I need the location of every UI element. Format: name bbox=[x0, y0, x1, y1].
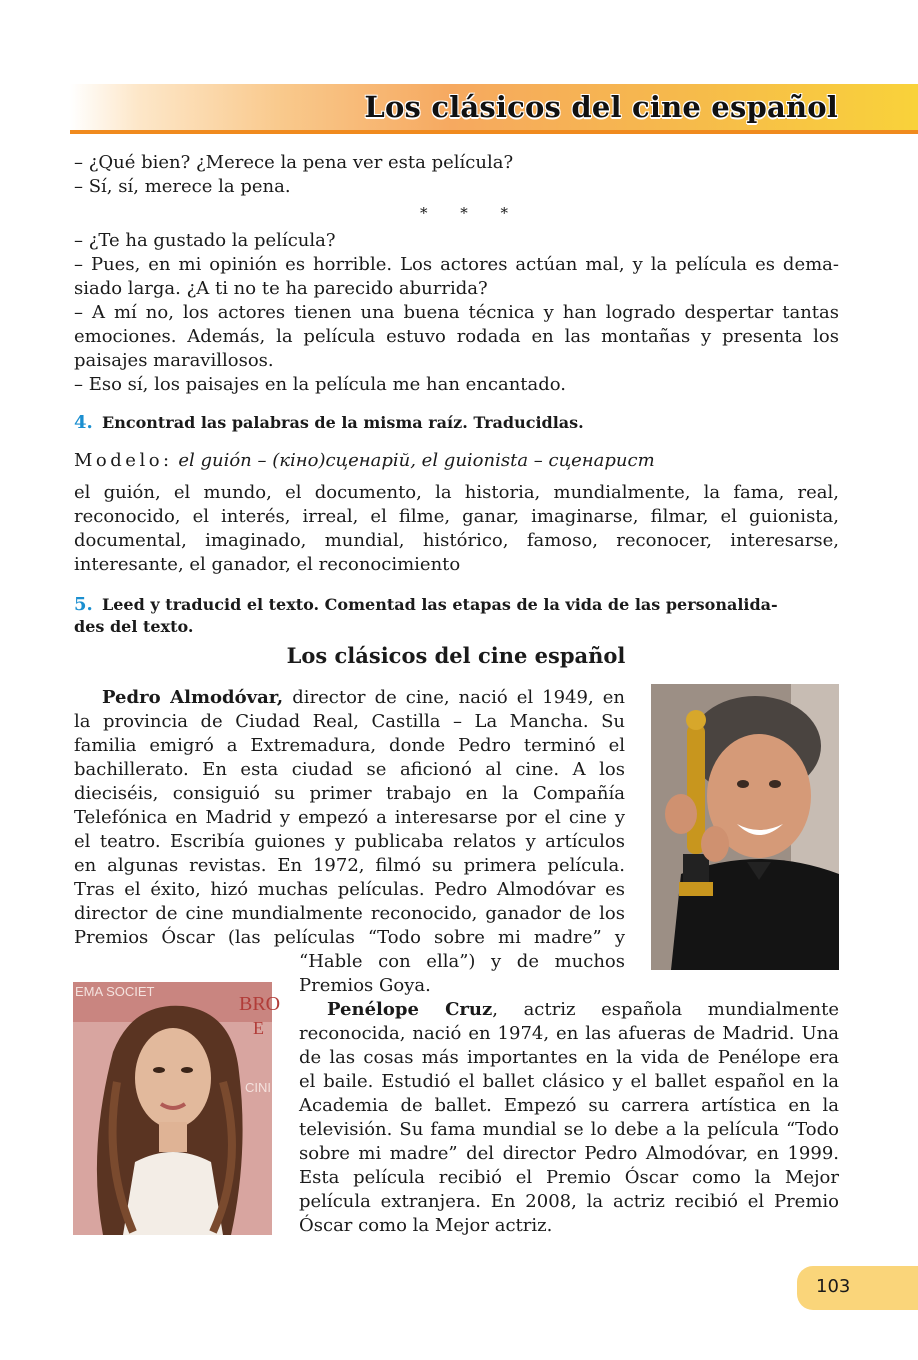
article-text: director de cine, nació el 1949, en bbox=[283, 687, 625, 708]
dialog-line: emociones. Además, la película estuvo rodada en las montañas y presenta los bbox=[74, 326, 839, 347]
dialog-line: – Pues, en mi opinión es horrible. Los actores actúan mal, y la película es dema- bbox=[74, 254, 839, 275]
model-example bbox=[74, 449, 655, 473]
backdrop-text: EMA SOCIET bbox=[75, 984, 155, 999]
cruz-photo bbox=[73, 982, 281, 1235]
model-text: el guión – (кіно)сценарій, el guionista – сценарист bbox=[178, 450, 655, 471]
article-paragraph-line: en algunas revistas. En 1972, filmó su primera película. bbox=[74, 855, 625, 876]
task-5-heading bbox=[74, 594, 844, 615]
word-list-line: reconocido, el interés, irreal, el filme, ganar, imaginarse, filmar, el guionista, bbox=[74, 506, 839, 527]
dialog-line: – ¿Te ha gustado la película? bbox=[74, 230, 336, 251]
person-name-almodovar: Pedro Almodóvar, bbox=[102, 687, 284, 708]
article-paragraph-line: película extranjera. En 2008, la actriz recibió el Premio bbox=[299, 1191, 839, 1212]
dialog-line: – A mí no, los actores tienen una buena técnica y han logrado despertar tantas bbox=[74, 302, 839, 323]
word-list-line: el guión, el mundo, el documento, la historia, mundialmente, la fama, real, bbox=[74, 482, 839, 503]
article-paragraph-line: Óscar como la Mejor actriz. bbox=[299, 1215, 553, 1236]
article-paragraph-line: televisión. Su fama mundial se lo debe a la película “Todo bbox=[299, 1119, 839, 1140]
article-paragraph-line: el baile. Estudió el ballet clásico y el ballet español en la bbox=[299, 1071, 839, 1092]
article-text: , actriz española mundialmente bbox=[492, 999, 839, 1020]
article-paragraph-line: “Hable con ella”) y de muchos bbox=[299, 951, 625, 972]
article-paragraph-line: bachillerato. En esta ciudad se aficionó al cine. A los bbox=[74, 759, 625, 780]
article-paragraph-line: director de cine mundialmente reconocido, ganador de los bbox=[74, 903, 625, 924]
task-number: 5. bbox=[74, 594, 93, 615]
task-4-heading bbox=[74, 412, 844, 433]
task-instruction: Leed y traducid el texto. Comentad las etapas de la vida de las personalida- bbox=[102, 595, 778, 614]
article-paragraph-line: la provincia de Ciudad Real, Castilla – La Mancha. Su bbox=[74, 711, 625, 732]
article-paragraph-line: familia emigró a Extremadura, donde Pedro terminó el bbox=[74, 735, 625, 756]
backdrop-text: E bbox=[253, 1018, 264, 1038]
task-instruction: Encontrad las palabras de la misma raíz. Traducidlas. bbox=[102, 413, 584, 432]
almodovar-photo bbox=[651, 684, 839, 970]
section-separator: * * * bbox=[420, 204, 523, 222]
dialog-line: – Sí, sí, merece la pena. bbox=[74, 176, 291, 197]
article-paragraph-line: Telefónica en Madrid y empezó a interesarse por el cine y bbox=[74, 807, 625, 828]
backdrop-text: BRO bbox=[239, 993, 281, 1015]
task-instruction: des del texto. bbox=[74, 617, 194, 636]
article-paragraph-line: sobre mi madre” del director Pedro Almodóvar, en 1999. bbox=[299, 1143, 839, 1164]
page-number: 103 bbox=[816, 1276, 851, 1297]
article-paragraph-line: Esta película recibió el Premio Óscar como la Mejor bbox=[299, 1167, 839, 1188]
dialog-line: – Eso sí, los paisajes en la película me han encantado. bbox=[74, 374, 567, 395]
article-paragraph-line: Tras el éxito, hizó muchas películas. Pedro Almodóvar es bbox=[74, 879, 625, 900]
backdrop-text: CINI bbox=[245, 1080, 271, 1095]
page-header-title: Los clásicos del cine español bbox=[364, 90, 838, 124]
dialog-line: paisajes maravillosos. bbox=[74, 350, 274, 371]
task-5-heading-cont bbox=[74, 616, 844, 637]
article-paragraph-line: de las cosas más importantes en la vida de Penélope era bbox=[299, 1047, 839, 1068]
article-paragraph-line: Premios Goya. bbox=[299, 975, 431, 996]
article-paragraph-line: reconocida, nació en 1974, en las afueras de Madrid. Una bbox=[299, 1023, 839, 1044]
article-paragraph-line bbox=[74, 686, 625, 710]
article-paragraph-line bbox=[299, 998, 839, 1022]
cruz-photo-art bbox=[73, 982, 281, 1235]
person-name-cruz: Penélope Cruz bbox=[327, 999, 493, 1020]
dialog-line: – ¿Qué bien? ¿Merece la pena ver esta película? bbox=[74, 152, 514, 173]
article-paragraph-line: dieciséis, consiguió su primer trabajo en la Compañía bbox=[74, 783, 625, 804]
article-paragraph-line: Premios Óscar (las películas “Todo sobre mi madre” y bbox=[74, 927, 625, 948]
article-paragraph-line: Academia de ballet. Empezó su carrera artística en la bbox=[299, 1095, 839, 1116]
word-list-line: documental, imaginado, mundial, histórico, famoso, reconocer, interesarse, bbox=[74, 530, 839, 551]
word-list-line: interesante, el ganador, el reconocimiento bbox=[74, 554, 461, 575]
model-label: Modelo: bbox=[74, 450, 173, 471]
article-title: Los clásicos del cine español bbox=[286, 643, 626, 668]
almodovar-photo-art bbox=[651, 684, 839, 970]
task-number: 4. bbox=[74, 412, 93, 433]
article-paragraph-line: el teatro. Escribía guiones y publicaba relatos y artículos bbox=[74, 831, 625, 852]
dialog-line: siado larga. ¿A ti no te ha parecido aburrida? bbox=[74, 278, 488, 299]
